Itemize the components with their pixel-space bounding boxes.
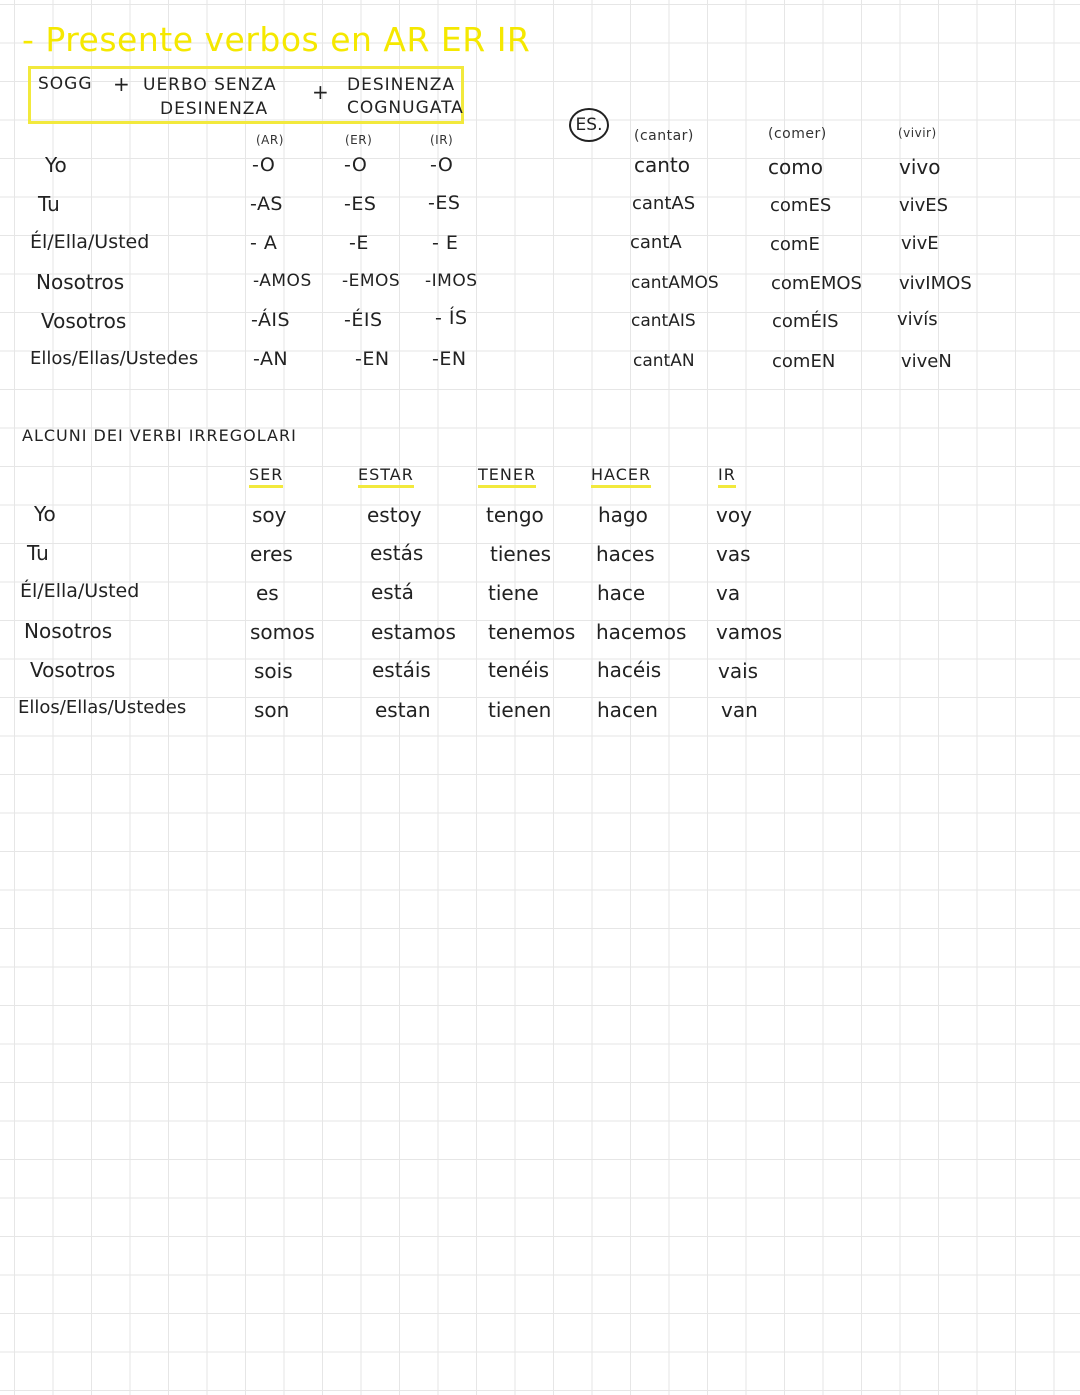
ending-ir-yo: -O [430,154,454,176]
irr-tener-ellos: tienen [488,698,552,722]
irr-estar-vosotros: estáis [372,658,431,682]
example-cantar-1: canto [634,153,691,177]
irr-tener-vosotros: tenéis [488,658,550,682]
ending-ar-ellos: -AN [253,348,289,370]
irregular-header-hacer: HACER [591,465,651,488]
irr-estar-tu: estás [370,541,424,565]
pronoun-ellos: Ellos/Ellas/Ustedes [30,348,199,369]
irr-ir-vosotros: vais [718,659,759,683]
example-vivir-2: vivES [899,195,949,216]
irr-pronoun-tu: Tu [27,541,49,565]
example-header-comer: (comer) [768,126,827,142]
example-vivir-6: viveN [901,351,952,372]
endings-header-er: (ER) [345,133,373,147]
irr-ser-vosotros: sois [254,659,293,683]
irr-estar-ellos: estan [375,698,431,722]
irr-pronoun-vosotros: Vosotros [30,658,116,682]
irr-tener-tu: tienes [490,542,552,566]
ending-ir-el: - E [432,232,459,254]
irr-ir-tu: vas [716,542,751,566]
pronoun-yo: Yo [45,153,67,177]
irregular-header-ser: SER [249,465,283,488]
irr-hacer-nosotros: hacemos [596,620,687,644]
irr-pronoun-el: Él/Ella/Usted [20,580,140,602]
irr-hacer-tu: haces [596,542,655,566]
ending-er-nosotros: -EMOS [342,271,401,291]
irr-ser-tu: eres [250,542,293,566]
irr-ir-ellos: van [721,698,758,722]
ending-ir-ellos: -EN [432,348,467,370]
irr-hacer-yo: hago [598,503,648,527]
irr-estar-el: está [371,580,414,604]
example-comer-5: comÉIS [772,311,839,332]
example-comer-4: comEMOS [771,273,862,294]
endings-header-ir: (IR) [430,133,454,147]
example-comer-3: comE [770,234,820,255]
irr-hacer-vosotros: hacéis [597,658,662,682]
example-header-vivir: (vivir) [898,126,937,140]
irr-ir-nosotros: vamos [716,620,783,644]
ending-ar-nosotros: -AMOS [253,271,312,291]
formula-subject: SOGG [38,74,93,94]
ending-ar-el: - A [250,232,278,254]
example-comer-6: comEN [772,351,836,372]
irr-ser-yo: soy [252,503,287,527]
formula-ending-line1: DESINENZA [347,75,456,95]
page-title: - Presente verbos en AR ER IR [22,20,531,59]
example-cantar-2: cantAS [632,193,696,214]
endings-header-ar: (AR) [256,133,284,147]
irr-hacer-el: hace [597,581,646,605]
irr-hacer-ellos: hacen [597,698,658,722]
irr-ser-nosotros: somos [250,620,315,644]
irr-tener-el: tiene [488,581,539,605]
example-cantar-6: cantAN [633,351,695,371]
formula-plus-1: + [113,72,131,96]
irr-estar-nosotros: estamos [371,620,456,644]
irregular-heading: ALCUNI DEI VERBI IRREGOLARI [22,426,297,445]
formula-stem-line2: DESINENZA [160,99,269,119]
ending-ir-nosotros: -IMOS [425,271,478,291]
pronoun-tu: Tu [38,192,60,216]
pronoun-nosotros: Nosotros [36,270,125,294]
example-cantar-5: cantAIS [631,311,696,331]
ending-er-tu: -ES [344,193,377,215]
example-cantar-4: cantAMOS [631,273,719,293]
formula-stem-line1: UERBO SENZA [143,75,277,95]
ending-er-el: -E [349,232,369,254]
pronoun-el: Él/Ella/Usted [30,231,150,253]
ending-ir-vosotros: - ÍS [435,307,468,329]
example-vivir-3: vivE [901,233,939,254]
irr-pronoun-ellos: Ellos/Ellas/Ustedes [18,697,187,718]
example-header-cantar: (cantar) [634,128,694,144]
ending-ar-yo: -O [252,154,276,176]
example-vivir-5: vivís [897,309,938,330]
example-comer-1: como [768,155,823,179]
example-vivir-4: vivIMOS [899,273,972,294]
irr-pronoun-nosotros: Nosotros [24,619,113,643]
formula-ending-line2: COGNUGATA [347,98,464,118]
formula-plus-2: + [312,80,330,104]
example-vivir-1: vivo [899,155,941,179]
irregular-header-ir: IR [718,465,736,488]
example-comer-2: comES [770,195,832,216]
ending-er-ellos: -EN [355,348,390,370]
ending-er-yo: -O [344,154,368,176]
example-cantar-3: cantA [630,232,682,253]
ending-ir-tu: -ES [428,192,461,214]
irr-ir-el: va [716,581,741,605]
ending-ar-vosotros: -ÁIS [251,309,291,331]
irregular-header-tener: TENER [478,465,536,488]
ending-ar-tu: -AS [250,193,283,215]
irr-ser-ellos: son [254,698,290,722]
ending-er-vosotros: -ÉIS [344,309,383,331]
pronoun-vosotros: Vosotros [41,309,127,333]
irr-estar-yo: estoy [367,503,422,527]
irr-tener-nosotros: tenemos [488,620,576,644]
irr-tener-yo: tengo [486,503,544,527]
irr-ir-yo: voy [716,503,752,527]
irr-pronoun-yo: Yo [34,502,56,526]
example-label: ES. [569,108,609,142]
irregular-header-estar: ESTAR [358,465,414,488]
irr-ser-el: es [256,581,279,605]
